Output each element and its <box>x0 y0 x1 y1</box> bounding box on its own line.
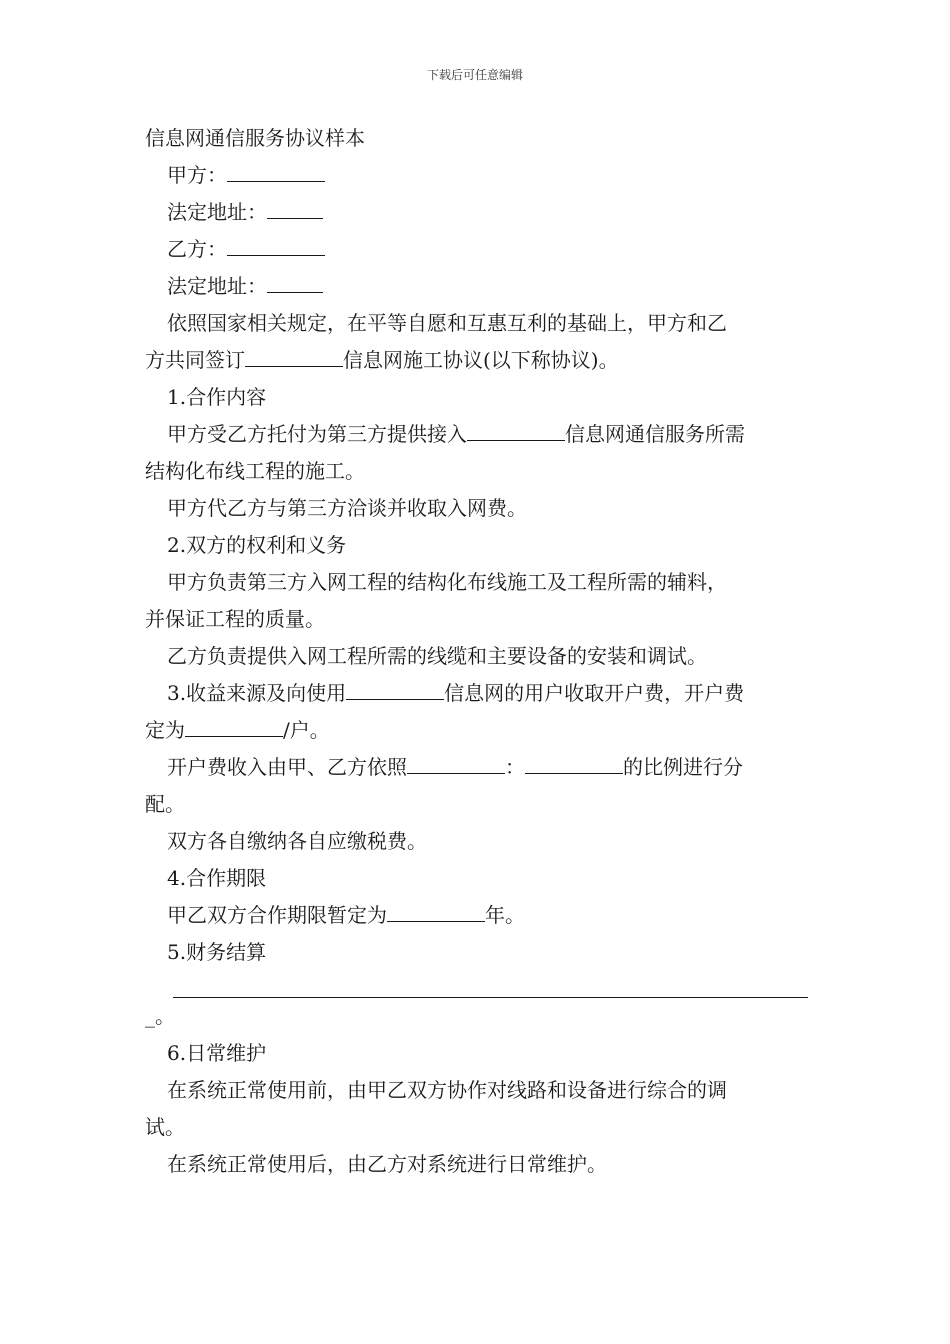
section-6-heading: 6.日常维护 <box>167 1041 267 1065</box>
section-3-para-3: 双方各自缴纳各自应缴税费。 <box>167 829 427 853</box>
address-a-label: 法定地址： <box>167 200 267 224</box>
s3-blank-1 <box>346 678 444 700</box>
section-2-heading: 2.双方的权利和义务 <box>167 533 347 557</box>
s3-text-f: ： <box>505 755 525 779</box>
s3-blank-2 <box>185 715 283 737</box>
party-b-blank <box>227 234 325 256</box>
section-3-para-2-cont: 配。 <box>145 792 185 816</box>
s4-text-a: 甲乙双方合作期限暂定为 <box>167 903 387 927</box>
address-b-label: 法定地址： <box>167 274 267 298</box>
intro-line-2 <box>145 342 810 379</box>
section-2-para-2: 乙方负责提供入网工程所需的线缆和主要设备的安装和调试。 <box>167 644 707 668</box>
s3-blank-4 <box>525 752 623 774</box>
s1-blank <box>467 419 565 441</box>
section-6-para-1: 在系统正常使用前，由甲乙双方协作对线路和设备进行综合的调 <box>167 1078 727 1102</box>
address-a-line <box>145 194 810 231</box>
s4-text-b: 年。 <box>485 903 525 927</box>
section-6-para-2: 在系统正常使用后，由乙方对系统进行日常维护。 <box>167 1152 607 1176</box>
section-6-para-1-cont: 试。 <box>145 1115 185 1139</box>
address-b-blank <box>267 271 323 293</box>
section-5-long-blank <box>173 971 808 998</box>
party-b-label: 乙方： <box>167 237 227 261</box>
section-1-para-1-cont: 结构化布线工程的施工。 <box>145 459 365 483</box>
section-3-para-1-cont <box>145 712 810 749</box>
party-a-line <box>145 157 810 194</box>
intro-line-1: 依照国家相关规定，在平等自愿和互惠互利的基础上，甲方和乙 <box>167 311 727 335</box>
intro-text-b: 信息网施工协议(以下称协议)。 <box>343 348 619 372</box>
s1-text-a: 甲方受乙方托付为第三方提供接入 <box>167 422 467 446</box>
document-title: 信息网通信服务协议样本 <box>145 126 365 150</box>
section-3-para-1 <box>145 675 810 712</box>
section-1-para-1 <box>145 416 810 453</box>
s4-blank <box>387 900 485 922</box>
intro-text-a: 方共同签订 <box>145 348 245 372</box>
s3-blank-3 <box>407 752 505 774</box>
section-1-heading: 1.合作内容 <box>167 385 267 409</box>
s3-text-g: 的比例进行分 <box>623 755 743 779</box>
party-b-line <box>145 231 810 268</box>
address-b-line <box>145 268 810 305</box>
intro-blank <box>245 345 343 367</box>
section-1-para-2: 甲方代乙方与第三方洽谈并收取入网费。 <box>167 496 527 520</box>
section-2-para-1-cont: 并保证工程的质量。 <box>145 607 325 631</box>
s3-text-c: 定为 <box>145 718 185 742</box>
document-body <box>145 120 810 1183</box>
s3-text-e: 开户费收入由甲、乙方依照 <box>167 755 407 779</box>
header-note: 下载后可任意编辑 <box>426 68 523 82</box>
address-a-blank <box>267 197 323 219</box>
section-4-para-1 <box>145 897 810 934</box>
section-5-tail: _。 <box>145 1004 175 1028</box>
s3-text-a: 3.收益来源及向使用 <box>167 681 347 705</box>
s3-text-b: 信息网的用户收取开户费，开户费 <box>444 681 745 705</box>
section-4-heading: 4.合作期限 <box>167 866 267 890</box>
section-2-para-1: 甲方负责第三方入网工程的结构化布线施工及工程所需的辅料， <box>167 570 727 594</box>
s1-text-b: 信息网通信服务所需 <box>565 422 745 446</box>
s3-text-d: /户。 <box>283 718 330 742</box>
section-3-para-2 <box>145 749 810 786</box>
section-5-heading: 5.财务结算 <box>167 940 267 964</box>
party-a-blank <box>227 160 325 182</box>
party-a-label: 甲方： <box>167 163 227 187</box>
